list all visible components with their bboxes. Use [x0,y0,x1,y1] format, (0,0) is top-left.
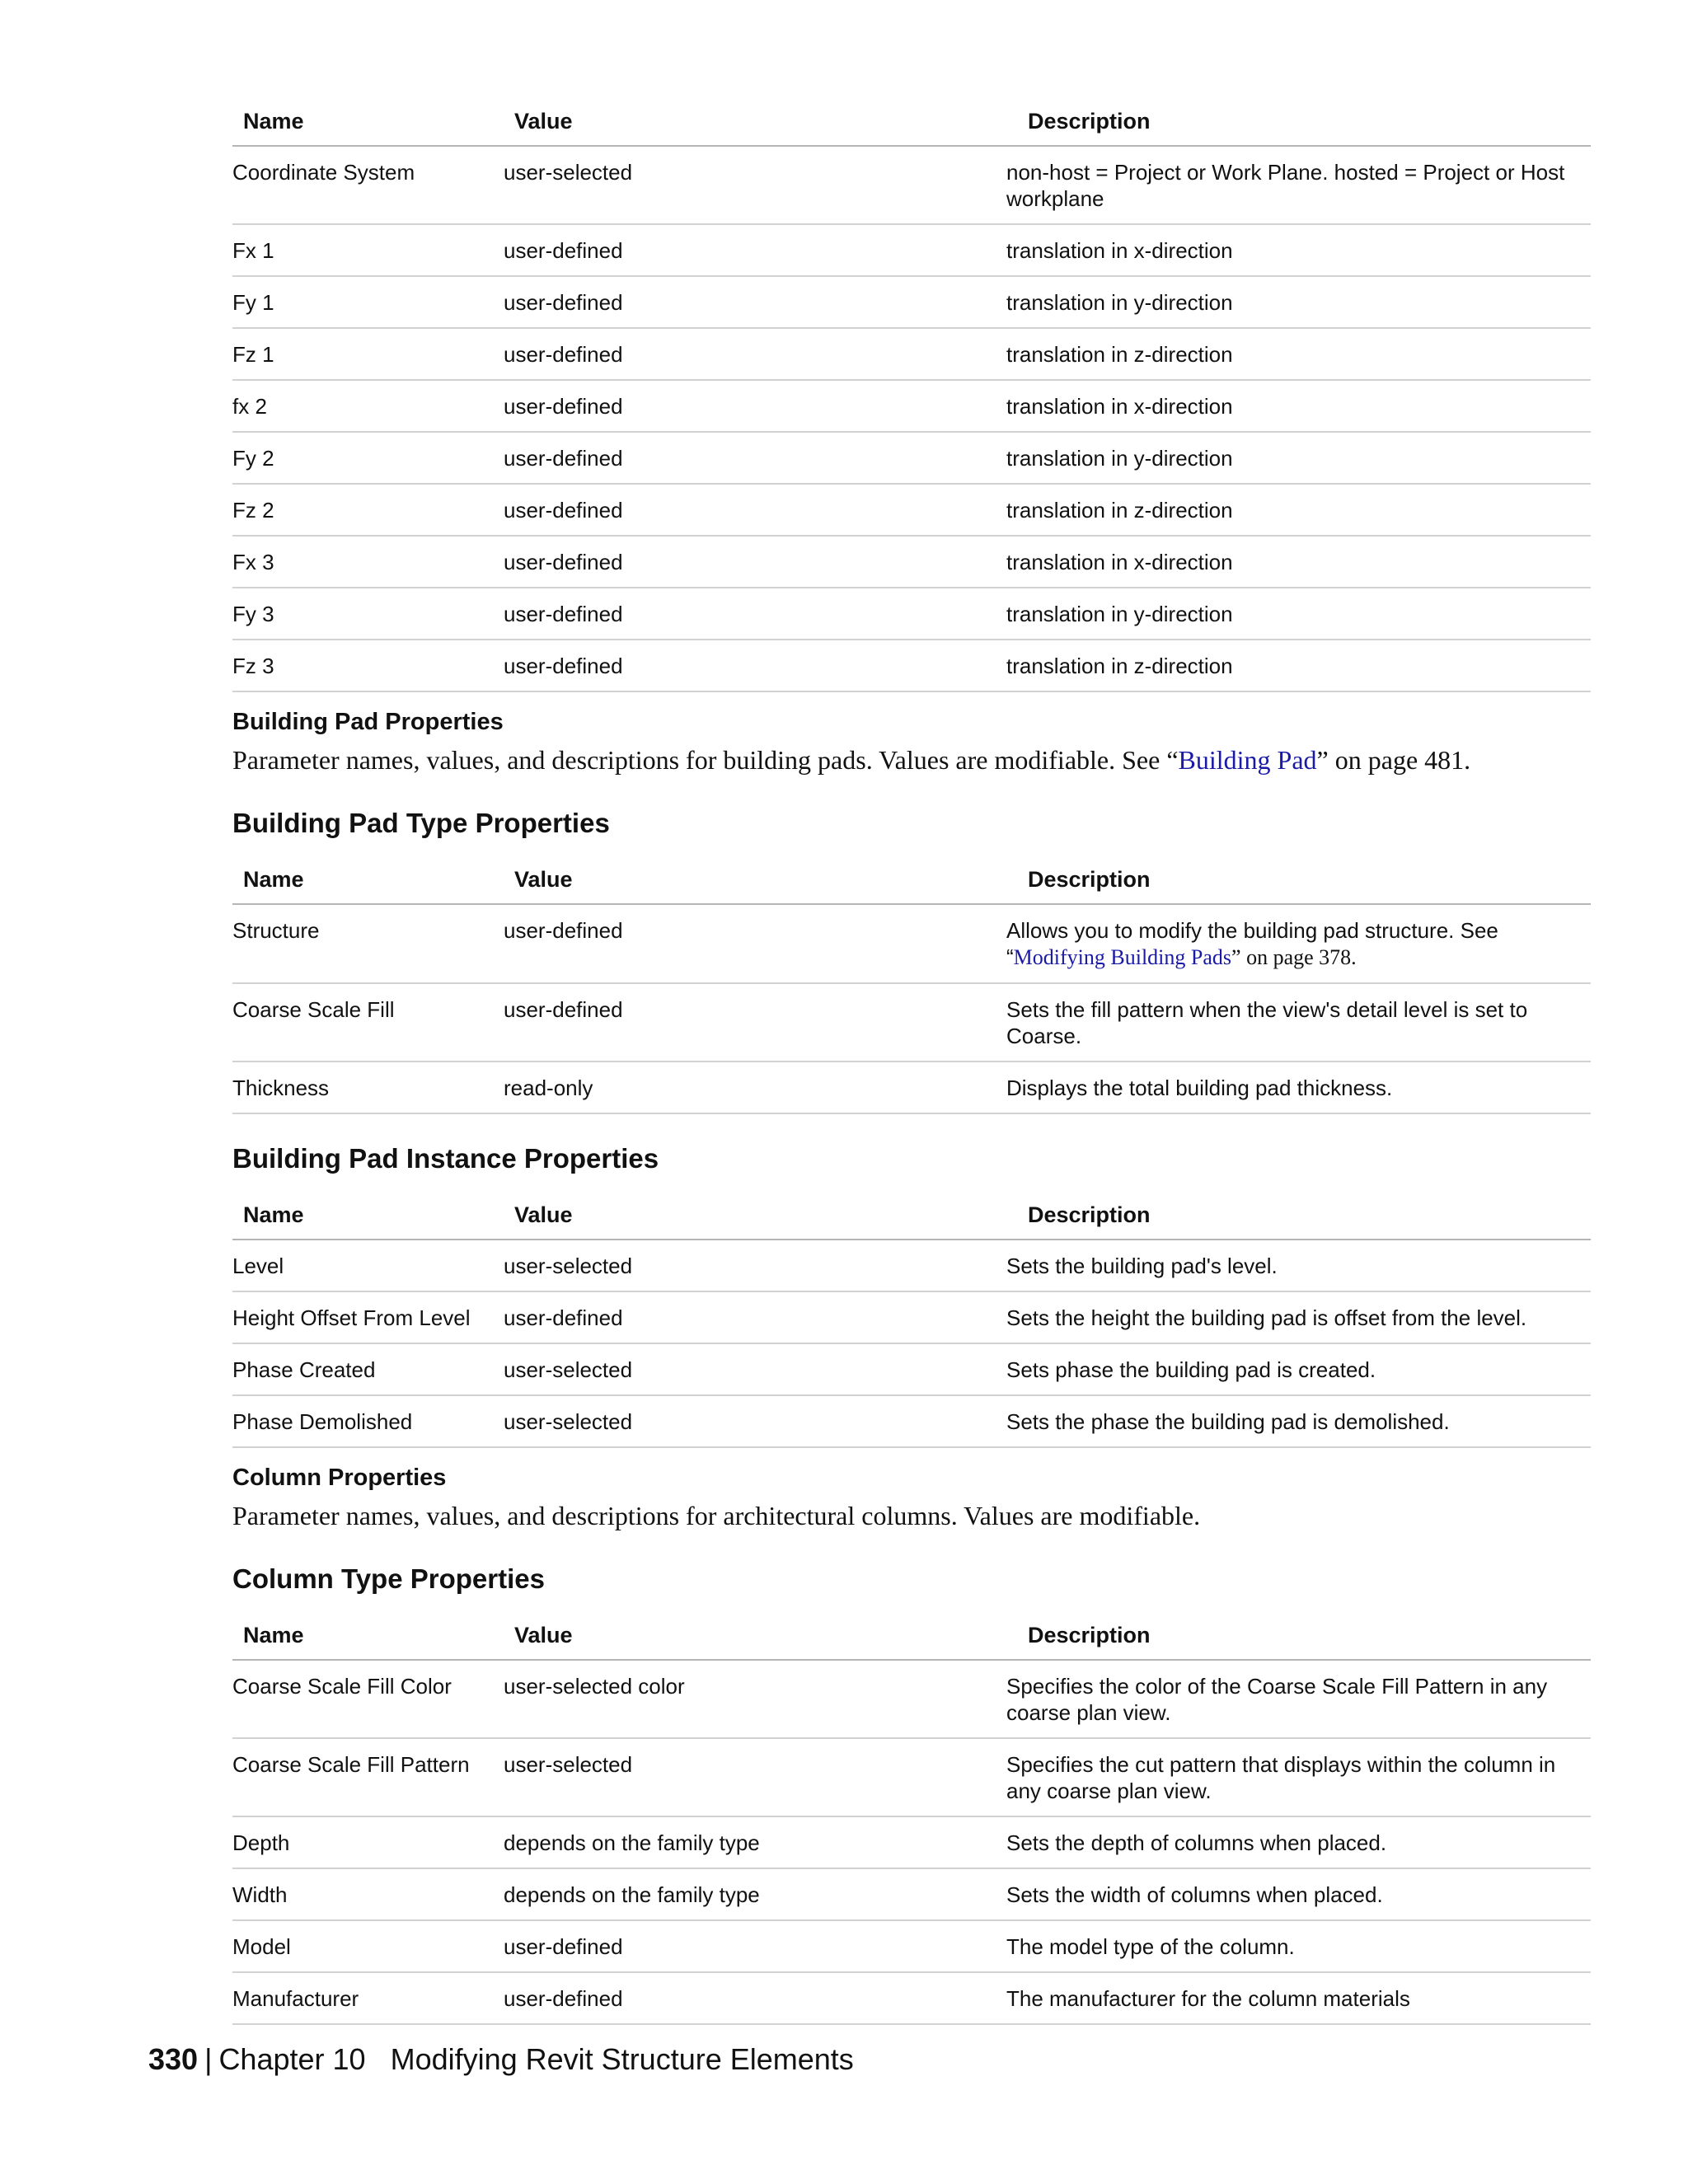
cell-name: Fx 3 [232,536,504,588]
cell-value: user-defined [504,588,1006,640]
header-value: Value [504,867,1006,904]
cell-name: Fz 2 [232,484,504,536]
table-row [232,276,1591,328]
header-name: Name [232,867,504,904]
cell-value: user-selected [504,1738,1006,1816]
cell-value: user-defined [504,276,1006,328]
column-heading: Column Properties [232,1465,447,1491]
header-description: Description [1006,109,1591,146]
modifying-building-pads-link[interactable]: Modifying Building Pads [1013,945,1232,969]
desc-text-after: ” on page 378. [1231,945,1357,969]
cell-description: Specifies the cut pattern that displays within the column in any coarse plan view. [1006,1738,1591,1816]
cell-description: translation in y-direction [1006,276,1591,328]
table-row [232,1240,1591,1291]
building-pad-link[interactable]: Building Pad [1178,745,1317,775]
header-description: Description [1006,1202,1591,1240]
cell-value: user-defined [504,328,1006,380]
table-row [232,1343,1591,1395]
cell-name: Phase Created [232,1343,504,1395]
cell-name: Fz 1 [232,328,504,380]
table-row [232,983,1591,1062]
building-pad-instance-table [232,1202,1591,1448]
table-row [232,1062,1591,1113]
header-value: Value [504,1202,1006,1240]
page-content [232,102,1591,2025]
cell-value: read-only [504,1062,1006,1113]
cell-description: Sets the building pad's level. [1006,1240,1591,1291]
building-pad-heading: Building Pad Properties [232,709,504,735]
table-row [232,328,1591,380]
table-header-row [232,1623,1591,1660]
cell-description: Sets the height the building pad is offset from the level. [1006,1291,1591,1343]
table-row [232,1972,1591,2024]
intro-text-after: ” on page 481. [1316,745,1471,775]
cell-name: Fy 3 [232,588,504,640]
cell-name: Coarse Scale Fill Color [232,1660,504,1738]
header-value: Value [504,109,1006,146]
table-row [232,1868,1591,1920]
table-header-row [232,109,1591,146]
footer-separator: | [204,2042,213,2076]
cell-value: user-defined [504,1972,1006,2024]
building-pad-type-heading: Building Pad Type Properties [232,808,610,838]
table-row [232,588,1591,640]
table-row [232,224,1591,276]
intro-text-before: Parameter names, values, and descriptions for building pads. Values are modifiable. See “ [232,745,1179,775]
table-row [232,380,1591,432]
cell-name: Fx 1 [232,224,504,276]
header-name: Name [232,1623,504,1660]
building-pad-type-table [232,867,1591,1114]
cell-value: user-defined [504,224,1006,276]
column-intro: Parameter names, values, and descriptions for architectural columns. Values are modifiable. [232,1501,1201,1530]
cell-description: Sets the depth of columns when placed. [1006,1816,1591,1868]
header-description: Description [1006,1623,1591,1660]
header-name: Name [232,109,504,146]
cell-value: user-defined [504,904,1006,983]
page-footer [148,2042,854,2077]
cell-name: Depth [232,1816,504,1868]
cell-name: Height Offset From Level [232,1291,504,1343]
header-name: Name [232,1202,504,1240]
cell-description: translation in x-direction [1006,536,1591,588]
cell-description: The model type of the column. [1006,1920,1591,1972]
cell-name: fx 2 [232,380,504,432]
building-pad-instance-heading: Building Pad Instance Properties [232,1143,659,1174]
cell-name: Fy 2 [232,432,504,484]
cell-description: The manufacturer for the column materials [1006,1972,1591,2024]
cell-value: user-selected [504,1343,1006,1395]
cell-description: translation in z-direction [1006,640,1591,691]
cell-description: translation in y-direction [1006,588,1591,640]
cell-value: user-selected color [504,1660,1006,1738]
table-header-row [232,1202,1591,1240]
cell-name: Fz 3 [232,640,504,691]
cell-description: Specifies the color of the Coarse Scale Fill Pattern in any coarse plan view. [1006,1660,1591,1738]
cell-description: Sets phase the building pad is created. [1006,1343,1591,1395]
cell-value: user-defined [504,484,1006,536]
table-row [232,904,1591,983]
cell-description: translation in y-direction [1006,432,1591,484]
table-row [232,640,1591,691]
cell-value: user-defined [504,380,1006,432]
cell-name: Fy 1 [232,276,504,328]
cell-value: user-defined [504,432,1006,484]
cell-value: user-defined [504,1920,1006,1972]
cell-name: Coarse Scale Fill Pattern [232,1738,504,1816]
cell-description: translation in z-direction [1006,328,1591,380]
cell-name: Phase Demolished [232,1395,504,1447]
cell-value: user-defined [504,640,1006,691]
cell-name: Thickness [232,1062,504,1113]
top-properties-table [232,109,1591,692]
table-row [232,1816,1591,1868]
cell-description [1006,904,1591,983]
cell-name: Coordinate System [232,146,504,224]
table-row [232,1660,1591,1738]
cell-description: Displays the total building pad thickness. [1006,1062,1591,1113]
cell-value: user-defined [504,536,1006,588]
table-header-row [232,867,1591,904]
cell-value: depends on the family type [504,1868,1006,1920]
page-number: 330 [148,2042,199,2076]
cell-description: Sets the width of columns when placed. [1006,1868,1591,1920]
chapter-title: Modifying Revit Structure Elements [390,2042,854,2076]
cell-value: user-defined [504,1291,1006,1343]
cell-description: Sets the fill pattern when the view's detail level is set to Coarse. [1006,983,1591,1062]
cell-description: Sets the phase the building pad is demolished. [1006,1395,1591,1447]
cell-name: Model [232,1920,504,1972]
cell-value: user-defined [504,983,1006,1062]
cell-value: user-selected [504,1240,1006,1291]
column-type-table [232,1623,1591,2025]
cell-name: Structure [232,904,504,983]
header-value: Value [504,1623,1006,1660]
cell-value: user-selected [504,146,1006,224]
header-description: Description [1006,867,1591,904]
table-row [232,432,1591,484]
desc-text-before: Allows you to modify the building pad structure. See “ [1006,918,1498,969]
building-pad-intro [232,743,1591,776]
table-row [232,146,1591,224]
cell-value: depends on the family type [504,1816,1006,1868]
cell-name: Coarse Scale Fill [232,983,504,1062]
cell-description: translation in x-direction [1006,380,1591,432]
table-row [232,1920,1591,1972]
cell-description: translation in x-direction [1006,224,1591,276]
cell-name: Level [232,1240,504,1291]
table-row [232,484,1591,536]
table-row [232,1395,1591,1447]
chapter-label: Chapter 10 [218,2042,366,2076]
table-row [232,1291,1591,1343]
cell-name: Manufacturer [232,1972,504,2024]
cell-description: non-host = Project or Work Plane. hosted = Project or Host workplane [1006,146,1591,224]
cell-description: translation in z-direction [1006,484,1591,536]
table-row [232,1738,1591,1816]
cell-name: Width [232,1868,504,1920]
cell-value: user-selected [504,1395,1006,1447]
column-type-heading: Column Type Properties [232,1563,545,1594]
table-row [232,536,1591,588]
